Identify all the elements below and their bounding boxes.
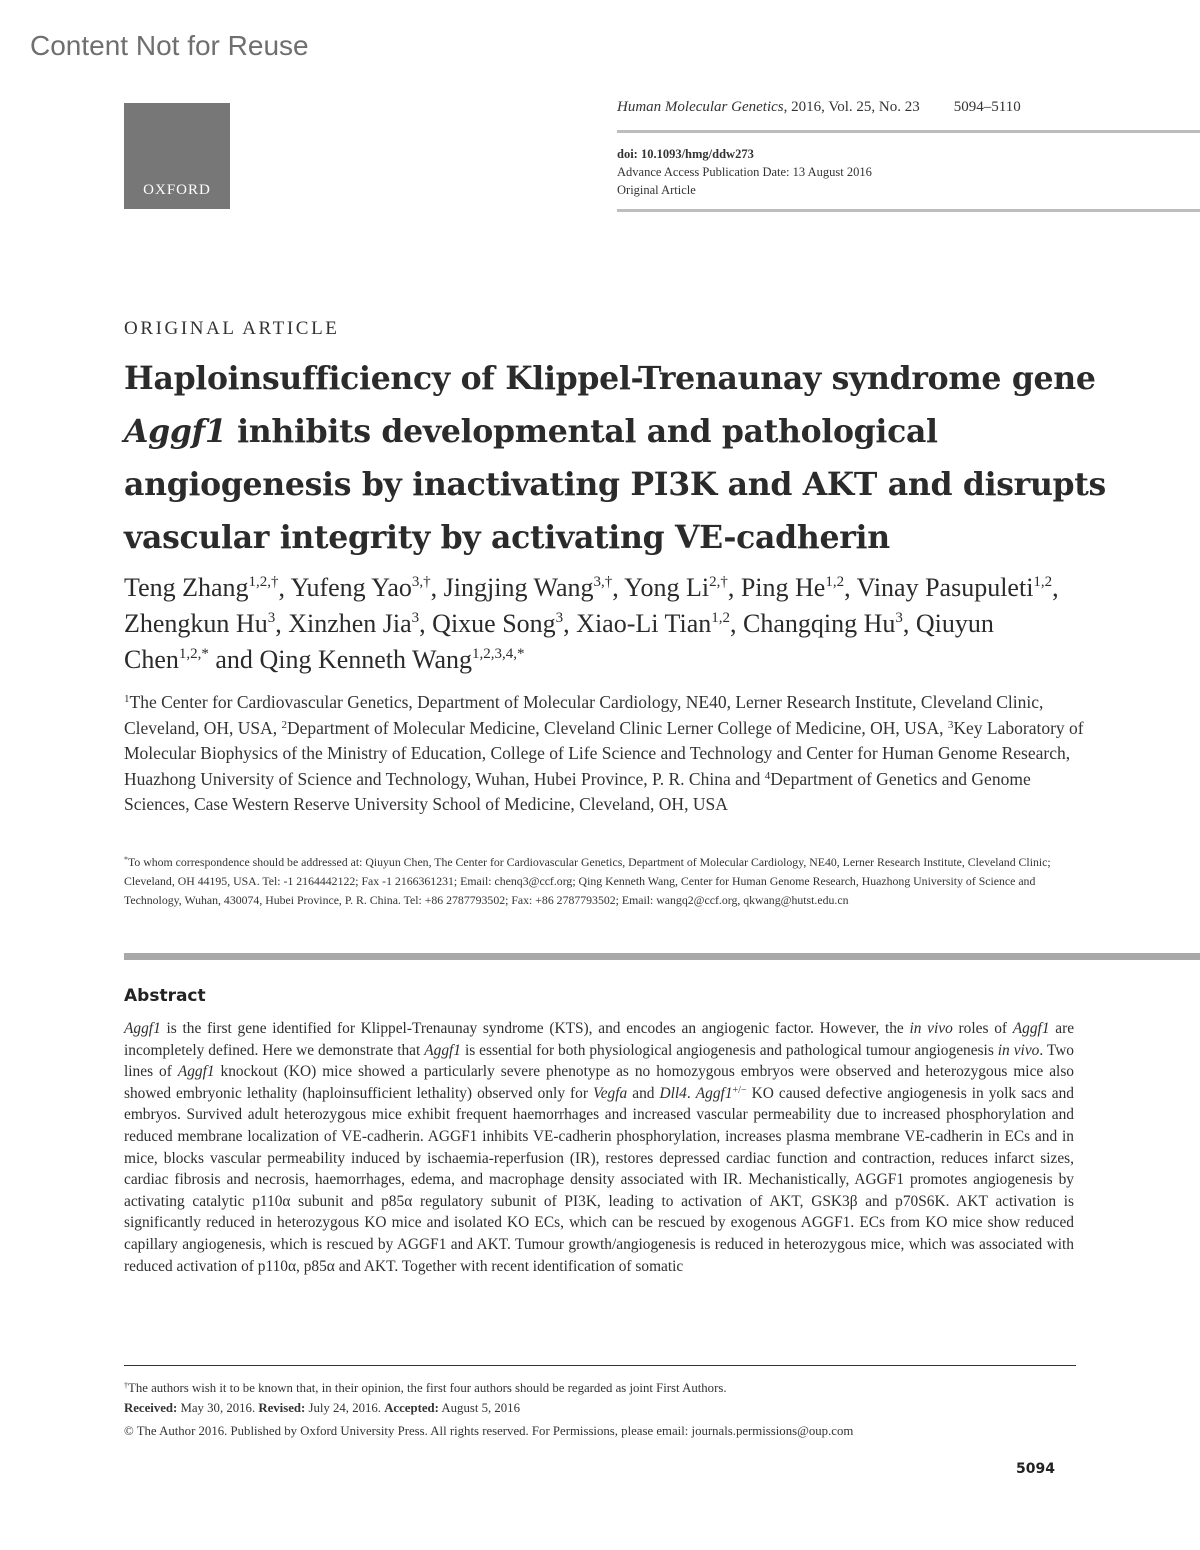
abstract-segment: knockout (KO) mice showed a particularly severe phenotype as no homozygous embryos were observed and heterozygous mice also showed embryonic lethality (haploinsufficient lethality) observed only for	[124, 1063, 1074, 1102]
header-rule-bottom	[617, 209, 1200, 212]
title-gene: Aggf1	[124, 413, 227, 450]
abstract-heading: Abstract	[124, 986, 206, 1006]
author-name: Teng Zhang	[124, 573, 249, 602]
abstract-segment: . Two lines of	[124, 1041, 1075, 1081]
title-part-1: Haploinsufficiency of Klippel-Trenaunay syndrome gene	[124, 360, 1096, 397]
author-separator: and	[208, 645, 260, 674]
title-part-2: inhibits developmental and pathological angiogenesis by inactivating PI3K and AKT and disrupts vascular integrity by activating VE-cadherin	[124, 413, 1106, 556]
doi[interactable]: doi: 10.1093/hmg/ddw273	[617, 147, 754, 161]
author-separator: ,	[275, 609, 289, 638]
author-name: Qixue Song	[432, 609, 556, 638]
author-separator: ,	[844, 573, 857, 602]
publisher-logo	[124, 103, 230, 209]
author-name: Qiuyun Chen	[124, 609, 994, 674]
author-separator: ,	[419, 609, 433, 638]
joint-marker: †	[124, 1381, 128, 1390]
copyright: © The Author 2016. Published by Oxford University Press. All rights reserved. For Permissions, please email: journals.permissions@oup.com	[124, 1424, 854, 1438]
accepted-date: August 5, 2016	[438, 1401, 520, 1415]
revised-label: Revised:	[258, 1401, 306, 1415]
abstract-segment: Aggf1	[424, 1041, 461, 1059]
author-name: Changqing Hu	[743, 609, 896, 638]
affiliation-text: Key Laboratory of Molecular Biophysics of the Ministry of Education, College of Life Science and Technology and Center for Human Genome Research, Huazhong University of Science and Technology, Wuhan, Hubei Province, P. R. China and	[124, 717, 1084, 789]
author-name: Xiao-Li Tian	[576, 609, 712, 638]
abstract-segment: are incompletely defined. Here we demonstrate that	[124, 1020, 1075, 1059]
journal-citation	[617, 99, 1021, 116]
author-separator: ,	[902, 609, 916, 638]
abstract-segment: is the first gene identified for Klippel-Trenaunay syndrome (KTS), and encodes an angiogenic factor. However, the	[160, 1020, 910, 1037]
correspondence-text: To whom correspondence should be addressed at: Qiuyun Chen, The Center for Cardiovascular Genetics, Department of Molecular Cardiology, NE40, Lerner Research Institute, Cleveland Clinic; Cleveland, OH 44195, USA. Tel: -1 2164442122; Fax -1 2166361231; Email: chenq3@ccf.org; Qing Kenneth Wang, Center for Human Genome Research, Huazhong University of Science and Technology, Wuhan, 430074, Hubei Province, P. R. China. Tel: +86 2787793502; Fax: +86 2787793502; Email: wangq2@ccf.org, qkwang@hutst.edu.cn	[124, 855, 1051, 907]
affiliation-text: Department of Genetics and Genome Sciences, Case Western Reserve University School of Medicine, Cleveland, OH, USA	[124, 768, 1031, 814]
author-affiliation-marker: 1,2,*	[178, 646, 209, 662]
author-separator: ,	[612, 573, 625, 602]
abstract-segment: Aggf1	[177, 1063, 215, 1081]
abstract-text	[124, 1018, 1074, 1277]
abstract-segment: roles of	[952, 1020, 1013, 1037]
author-name: Yufeng Yao	[290, 573, 412, 602]
section-divider	[124, 953, 1200, 960]
author-separator: ,	[730, 609, 743, 638]
abstract-segment: is essential for both physiological angiogenesis and pathological tumour angiogenesis	[461, 1041, 998, 1059]
footnote-rule	[124, 1365, 1076, 1366]
abstract-segment: +/−	[732, 1084, 747, 1096]
affiliation-marker: 3	[947, 718, 954, 731]
article-meta	[617, 145, 872, 199]
affiliation-marker: 2	[281, 718, 287, 731]
accepted-label: Accepted:	[384, 1401, 439, 1415]
author-affiliation-marker: 3,†	[411, 574, 431, 590]
affiliation-text: Department of Molecular Medicine, Cleveland Clinic Lerner College of Medicine, OH, USA,	[286, 717, 948, 738]
revised-date: July 24, 2016.	[305, 1401, 385, 1415]
section-kicker: ORIGINAL ARTICLE	[124, 318, 340, 339]
abstract-segment: and	[627, 1084, 660, 1102]
author-affiliation-marker: 1,2	[711, 610, 730, 626]
watermark: Content Not for Reuse	[30, 30, 309, 61]
author-name: Xinzhen Jia	[288, 609, 412, 638]
abstract-segment: Dll4	[659, 1084, 687, 1102]
abstract-segment: Aggf1	[124, 1020, 161, 1037]
author-affiliation-marker: 1,2,3,4,*	[472, 646, 525, 662]
received-date: May 30, 2016.	[177, 1401, 259, 1415]
journal-details: , 2016, Vol. 25, No. 23	[783, 99, 920, 115]
abstract-segment: in vivo	[997, 1041, 1040, 1059]
author-separator: ,	[727, 573, 741, 602]
author-affiliation-marker: 1,2	[825, 574, 845, 590]
author-affiliation-marker: 3	[555, 610, 564, 626]
affiliation-text: The Center for Cardiovascular Genetics, Department of Molecular Cardiology, NE40, Lerner Research Institute, Cleveland Clinic, Cleveland, OH, USA,	[124, 692, 1044, 738]
page-number: 5094	[1016, 1461, 1055, 1477]
joint-authors-note	[124, 1381, 1074, 1396]
correspondence	[124, 853, 1074, 910]
author-list	[124, 570, 1084, 678]
author-separator: ,	[278, 573, 291, 602]
publication-date: Advance Access Publication Date: 13 August 2016	[617, 165, 872, 179]
author-separator: ,	[1052, 573, 1059, 602]
received-label: Received:	[124, 1401, 178, 1415]
author-affiliation-marker: 1,2,†	[248, 574, 279, 590]
abstract-segment: Vegfa	[593, 1084, 628, 1102]
author-name: Qing Kenneth Wang	[259, 645, 473, 674]
author-affiliation-marker: 1,2	[1033, 574, 1053, 590]
author-affiliation-marker: 3,†	[593, 574, 613, 590]
abstract-segment: KO caused defective angiogenesis in yolk sacs and embryos. Survived adult heterozygous mice exhibit frequent haemorrhages and increased vascular permeability due to increased phosphorylation and reduced membrane localization of VE-cadherin. AGGF1 inhibits VE-cadherin phosphorylation, increases plasma membrane VE-cadherin in ECs and in mice, blocks vascular permeability induced by ischaemia-reperfusion (IR), restores depressed cardiac function and contraction, reduces infarct sizes, cardiac fibrosis and necrosis, haemorrhages, edema, and macrophage density associated with IR. Mechanistically, AGGF1 promotes angiogenesis by activating catalytic p110α subunit and p85α regulatory subunit of PI3K, leading to activation of AKT, GSK3β and p70S6K. AKT activation is significantly reduced in heterozygous KO mice and isolated KO ECs, which can be rescued by exogenous AGGF1. ECs from KO mice show reduced capillary angiogenesis, which is rescued by AGGF1 and AKT. Tumour growth/angiogenesis is reduced in heterozygous mice, which was associated with reduced activation of p110α, p85α and AKT. Together with recent identification of somatic	[124, 1084, 1074, 1275]
author-name: Zhengkun Hu	[124, 609, 268, 638]
abstract-segment: in vivo	[909, 1020, 953, 1037]
correspondence-marker: *	[124, 855, 128, 864]
author-name: Yong Li	[624, 573, 710, 602]
author-separator: ,	[563, 609, 577, 638]
joint-text: The authors wish it to be known that, in their opinion, the first four authors should be regarded as joint First Authors.	[128, 1381, 727, 1395]
author-separator: ,	[430, 573, 444, 602]
history-dates	[124, 1401, 1074, 1416]
author-affiliation-marker: 3	[267, 610, 276, 626]
abstract-segment: Aggf1	[1012, 1020, 1050, 1037]
author-affiliation-marker: 2,†	[709, 574, 728, 590]
affiliations	[124, 690, 1084, 818]
article-title	[124, 352, 1124, 564]
author-affiliation-marker: 3	[895, 610, 903, 626]
journal-pages: 5094–5110	[953, 99, 1021, 115]
logo-text: OXFORD	[143, 182, 211, 198]
author-name: Jingjing Wang	[443, 573, 594, 602]
abstract-segment: Aggf1	[695, 1084, 733, 1102]
header-rule-top	[617, 130, 1200, 133]
affiliation-marker: 4	[764, 769, 771, 782]
abstract-segment: .	[686, 1084, 696, 1102]
author-name: Ping He	[740, 573, 826, 602]
article-type: Original Article	[617, 183, 696, 197]
affiliation-marker: 1	[124, 693, 130, 705]
author-name: Vinay Pasupuleti	[856, 573, 1034, 602]
author-affiliation-marker: 3	[411, 610, 420, 626]
journal-name: Human Molecular Genetics	[617, 99, 784, 115]
